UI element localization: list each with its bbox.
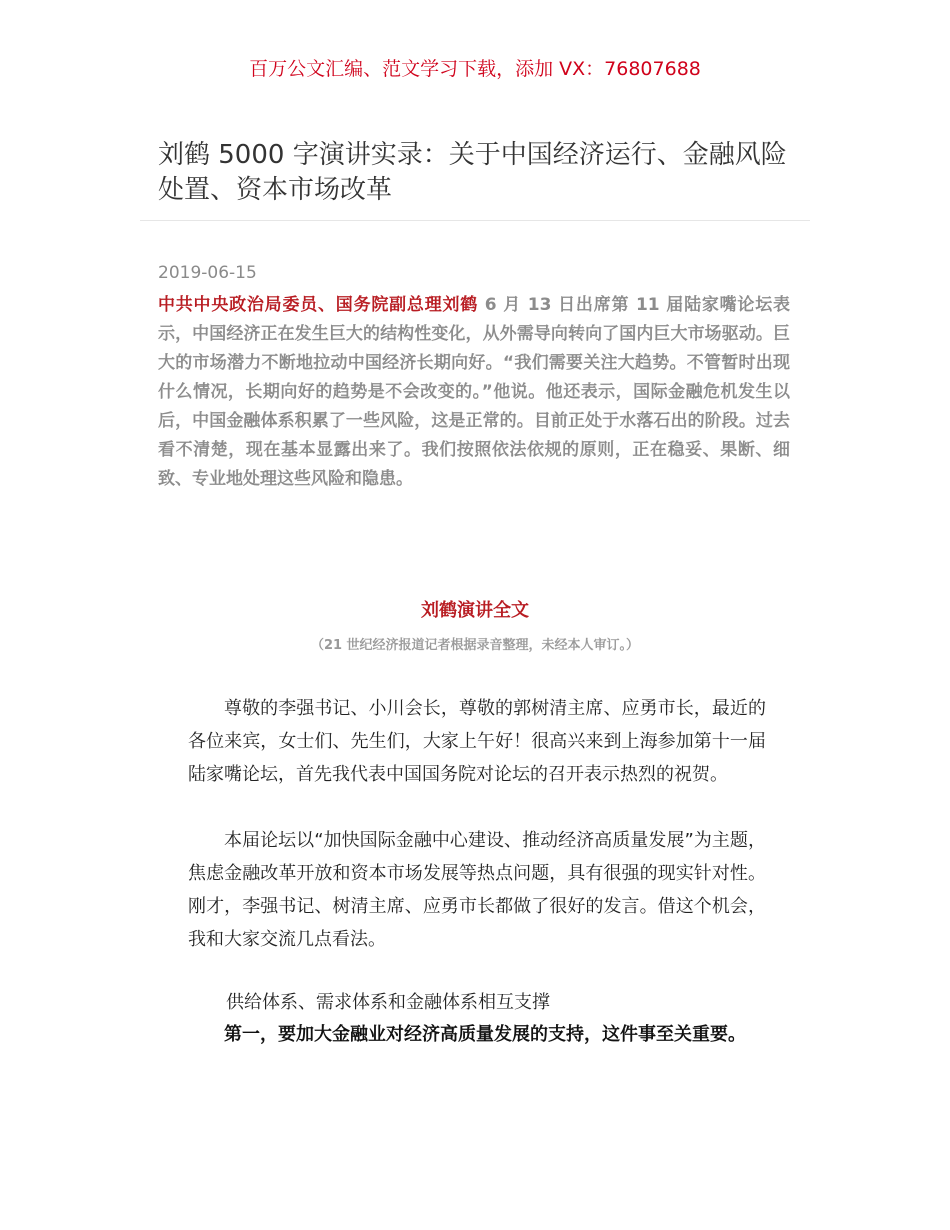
lead-paragraph (158, 291, 790, 494)
section-title: 刘鹤演讲全文 (421, 600, 529, 621)
promo-banner: 百万公文汇编、范文学习下载，添加 VX：76807688 (249, 58, 701, 80)
title-divider (140, 220, 810, 221)
bold-paragraph: 第一，要加大金融业对经济高质量发展的支持，这件事至关重要。 (224, 1024, 746, 1045)
body-paragraph: 尊敬的李强书记、小川会长，尊敬的郭树清主席、应勇市长，最近的各位来宾，女士们、先生们，大家上午好！很高兴来到上海参加第十一届陆家嘴论坛，首先我代表中国国务院对论坛的召开表示热烈的祝贺。 (188, 698, 766, 785)
article-title: 刘鹤 5000 字演讲实录：关于中国经济运行、金融风险处置、资本市场改革 (158, 140, 787, 205)
body-paragraph: 本届论坛以“加快国际金融中心建设、推动经济高质量发展”为主题，焦虑金融改革开放和资本市场发展等热点问题，具有很强的现实针对性。刚才，李强书记、树清主席、应勇市长都做了很好的发言。借这个机会，我和大家交流几点看法。 (188, 830, 766, 950)
lead-text: 6 月 13 日出席第 11 届陆家嘴论坛表示，中国经济正在发生巨大的结构性变化，从外需导向转向了国内巨大市场驱动。巨大的市场潜力不断地拉动中国经济长期向好。“我们需要关注大趋势。不管暂时出现什么情况，长期向好的趋势是不会改变的。”他说。他还表示，国际金融危机发生以后，中国金融体系积累了一些风险，这是正常的。目前正处于水落石出的阶段。过去看不清楚，现在基本显露出来了。我们按照依法依规的原则，正在稳妥、果断、细致、专业地处理这些风险和隐患。 (158, 295, 790, 489)
lead-highlight: 中共中央政治局委员、国务院副总理刘鹤 (158, 295, 479, 315)
subheading: 供给体系、需求体系和金融体系相互支撑 (226, 992, 550, 1013)
publish-date: 2019-06-15 (158, 263, 257, 283)
section-note: （21 世纪经济报道记者根据录音整理，未经本人审订。） (310, 638, 640, 653)
